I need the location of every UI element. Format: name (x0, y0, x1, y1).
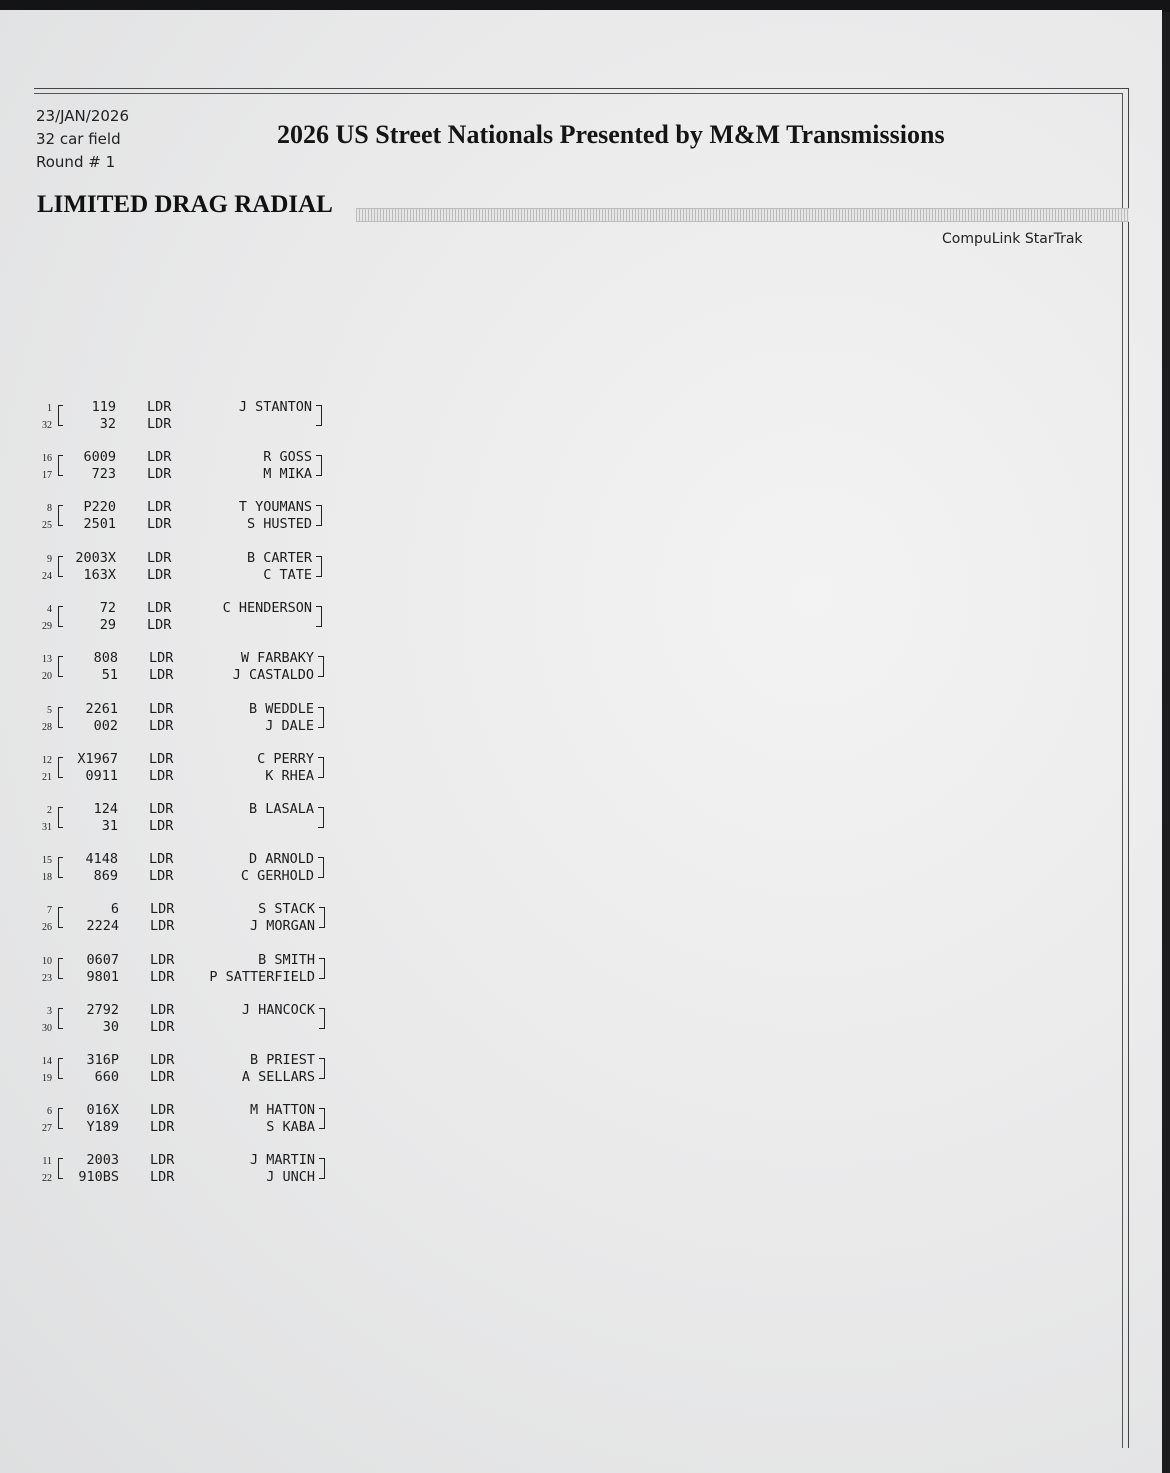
right-bracket (319, 1108, 325, 1129)
driver-name-top: T YOUMANS (238, 499, 312, 515)
driver-name-top: J STANTON (238, 399, 312, 415)
right-bracket (318, 707, 324, 728)
car-number-top: 72 (99, 600, 116, 616)
software-credit: CompuLink StarTrak (942, 231, 1083, 247)
driver-name-bottom: P SATTERFIELD (209, 969, 315, 985)
seed-bottom: 20 (42, 671, 52, 682)
car-number-top: 808 (93, 650, 118, 666)
car-number-top: P220 (83, 499, 116, 515)
car-number-top: 2003 (86, 1152, 119, 1168)
class-code-top: LDR (147, 550, 172, 566)
car-number-bottom: 31 (101, 818, 118, 834)
driver-name-bottom: A SELLARS (241, 1069, 315, 1085)
class-code-top: LDR (149, 650, 174, 666)
seed-bottom: 30 (42, 1023, 52, 1034)
seed-bottom: 24 (42, 571, 52, 582)
left-bracket (58, 1108, 63, 1129)
left-bracket (58, 505, 63, 526)
car-number-bottom: 32 (99, 416, 116, 432)
driver-name-bottom: K RHEA (265, 768, 314, 784)
driver-name-top: B PRIEST (249, 1052, 315, 1068)
seed-top: 3 (47, 1006, 52, 1017)
class-code-top: LDR (147, 399, 172, 415)
class-code-bottom: LDR (147, 516, 172, 532)
seed-bottom: 28 (42, 722, 52, 733)
car-number-bottom: Y189 (86, 1119, 119, 1135)
seed-bottom: 29 (42, 621, 52, 632)
right-bracket (318, 656, 324, 677)
pairing-row (0, 898, 340, 938)
left-bracket (58, 707, 63, 728)
right-bracket (316, 556, 322, 577)
driver-name-bottom: M MIKA (263, 466, 312, 482)
car-number-top: 124 (93, 801, 118, 817)
header-meta (36, 105, 129, 174)
driver-name-top: B LASALA (248, 801, 314, 817)
class-code-top: LDR (150, 1102, 175, 1118)
left-bracket (58, 757, 63, 778)
pairing-row (0, 1149, 340, 1189)
pairing-row (0, 848, 340, 888)
left-bracket (58, 1158, 63, 1179)
class-code-top: LDR (150, 952, 175, 968)
left-bracket (58, 1008, 63, 1029)
pairing-row (0, 698, 340, 738)
car-number-bottom: 30 (102, 1019, 119, 1035)
pairing-row (0, 446, 340, 486)
class-code-top: LDR (147, 499, 172, 515)
seed-top: 10 (42, 956, 52, 967)
class-code-top: LDR (149, 751, 174, 767)
class-code-bottom: LDR (147, 567, 172, 583)
seed-bottom: 25 (42, 520, 52, 531)
pairing-row (0, 597, 340, 637)
car-number-bottom: 51 (101, 667, 118, 683)
pairing-row (0, 396, 340, 436)
seed-bottom: 26 (42, 922, 52, 933)
right-bracket (318, 757, 324, 778)
driver-name-top: C HENDERSON (222, 600, 312, 616)
driver-name-top: J HANCOCK (241, 1002, 315, 1018)
right-bracket (319, 1058, 325, 1079)
right-bracket (318, 857, 324, 878)
right-bracket (316, 606, 322, 627)
driver-name-top: M HATTON (249, 1102, 315, 1118)
driver-name-top: S STACK (258, 901, 315, 917)
class-code-top: LDR (150, 901, 175, 917)
class-code-top: LDR (150, 1052, 175, 1068)
car-number-bottom: 910BS (78, 1169, 119, 1185)
left-bracket (58, 405, 63, 426)
class-title: LIMITED DRAG RADIAL (37, 191, 333, 218)
driver-name-bottom: J MORGAN (249, 918, 315, 934)
driver-name-top: B CARTER (246, 550, 312, 566)
class-code-bottom: LDR (150, 918, 175, 934)
car-number-bottom: 660 (94, 1069, 119, 1085)
seed-bottom: 17 (42, 470, 52, 481)
title-band (356, 208, 1129, 222)
class-code-bottom: LDR (149, 768, 174, 784)
car-number-top: 6009 (83, 449, 116, 465)
driver-name-top: W FARBAKY (240, 650, 314, 666)
car-number-top: 316P (86, 1052, 119, 1068)
border-rule (1128, 88, 1129, 1448)
car-number-top: 016X (86, 1102, 119, 1118)
seed-top: 12 (42, 755, 52, 766)
left-bracket (58, 1058, 63, 1079)
right-bracket (319, 958, 325, 979)
car-number-top: 2261 (85, 701, 118, 717)
seed-bottom: 18 (42, 872, 52, 883)
left-bracket (58, 556, 63, 577)
pairing-row (0, 547, 340, 587)
seed-bottom: 32 (42, 420, 52, 431)
seed-bottom: 19 (42, 1073, 52, 1084)
car-number-top: 2003X (75, 550, 116, 566)
class-code-top: LDR (147, 449, 172, 465)
class-code-bottom: LDR (147, 416, 172, 432)
right-bracket (316, 455, 322, 476)
seed-top: 2 (47, 805, 52, 816)
seed-top: 16 (42, 453, 52, 464)
right-bracket (318, 807, 324, 828)
right-bracket (316, 405, 322, 426)
right-bracket (319, 907, 325, 928)
class-code-bottom: LDR (149, 818, 174, 834)
field-size-text: 32 car field (36, 130, 121, 148)
event-title: 2026 US Street Nationals Presented by M&M Transmissions (277, 120, 945, 149)
car-number-top: 119 (91, 399, 116, 415)
seed-top: 1 (47, 403, 52, 414)
driver-name-bottom: J CASTALDO (232, 667, 314, 683)
seed-top: 15 (42, 855, 52, 866)
class-code-bottom: LDR (147, 617, 172, 633)
right-bracket (319, 1008, 325, 1029)
car-number-bottom: 163X (83, 567, 116, 583)
pairing-row (0, 496, 340, 536)
seed-top: 14 (42, 1056, 52, 1067)
car-number-bottom: 2501 (83, 516, 116, 532)
driver-name-top: R GOSS (263, 449, 312, 465)
seed-top: 13 (42, 654, 52, 665)
left-bracket (58, 907, 63, 928)
driver-name-bottom: J UNCH (266, 1169, 315, 1185)
driver-name-top: D ARNOLD (248, 851, 314, 867)
border-rule (34, 93, 1123, 94)
class-code-bottom: LDR (150, 1169, 175, 1185)
seed-top: 11 (42, 1156, 52, 1167)
seed-top: 7 (47, 905, 52, 916)
driver-name-bottom: C GERHOLD (240, 868, 314, 884)
class-code-bottom: LDR (147, 466, 172, 482)
left-bracket (58, 958, 63, 979)
car-number-bottom: 869 (93, 868, 118, 884)
car-number-top: 6 (110, 901, 119, 917)
pairing-row (0, 999, 340, 1039)
class-code-top: LDR (149, 801, 174, 817)
driver-name-top: B WEDDLE (248, 701, 314, 717)
seed-bottom: 27 (42, 1123, 52, 1134)
class-code-top: LDR (147, 600, 172, 616)
car-number-bottom: 2224 (86, 918, 119, 934)
driver-name-bottom: S KABA (266, 1119, 315, 1135)
car-number-bottom: 0911 (85, 768, 118, 784)
driver-name-top: C PERRY (257, 751, 314, 767)
class-code-bottom: LDR (149, 868, 174, 884)
border-rule (1122, 93, 1123, 1448)
pairing-row (0, 1049, 340, 1089)
pairing-row (0, 748, 340, 788)
pairing-row (0, 949, 340, 989)
seed-bottom: 31 (42, 822, 52, 833)
car-number-bottom: 723 (91, 466, 116, 482)
class-code-bottom: LDR (150, 1069, 175, 1085)
right-bracket (319, 1158, 325, 1179)
class-code-top: LDR (150, 1002, 175, 1018)
left-bracket (58, 857, 63, 878)
driver-name-bottom: J DALE (265, 718, 314, 734)
seed-bottom: 22 (42, 1173, 52, 1184)
car-number-top: X1967 (77, 751, 118, 767)
class-code-bottom: LDR (150, 969, 175, 985)
round-text: Round # 1 (36, 153, 116, 171)
car-number-top: 4148 (85, 851, 118, 867)
left-bracket (58, 807, 63, 828)
car-number-bottom: 29 (99, 617, 116, 633)
pairing-row (0, 647, 340, 687)
driver-name-bottom: C TATE (263, 567, 312, 583)
class-code-bottom: LDR (149, 718, 174, 734)
car-number-bottom: 002 (93, 718, 118, 734)
left-bracket (58, 606, 63, 627)
seed-top: 4 (47, 604, 52, 615)
class-code-bottom: LDR (150, 1019, 175, 1035)
class-code-bottom: LDR (150, 1119, 175, 1135)
driver-name-bottom: S HUSTED (246, 516, 312, 532)
paper-sheet (0, 10, 1162, 1473)
driver-name-top: J MARTIN (249, 1152, 315, 1168)
class-code-bottom: LDR (149, 667, 174, 683)
left-bracket (58, 455, 63, 476)
class-code-top: LDR (150, 1152, 175, 1168)
car-number-top: 0607 (86, 952, 119, 968)
seed-top: 9 (47, 554, 52, 565)
seed-top: 8 (47, 503, 52, 514)
pairing-row (0, 1099, 340, 1139)
driver-name-top: B SMITH (258, 952, 315, 968)
left-bracket (58, 656, 63, 677)
right-bracket (316, 505, 322, 526)
date-text: 23/JAN/2026 (36, 107, 130, 125)
pairing-row (0, 798, 340, 838)
class-code-top: LDR (149, 851, 174, 867)
seed-top: 5 (47, 705, 52, 716)
border-rule (34, 88, 1129, 89)
seed-bottom: 23 (42, 973, 52, 984)
class-code-top: LDR (149, 701, 174, 717)
car-number-bottom: 9801 (86, 969, 119, 985)
seed-bottom: 21 (42, 772, 52, 783)
car-number-top: 2792 (86, 1002, 119, 1018)
seed-top: 6 (47, 1106, 52, 1117)
